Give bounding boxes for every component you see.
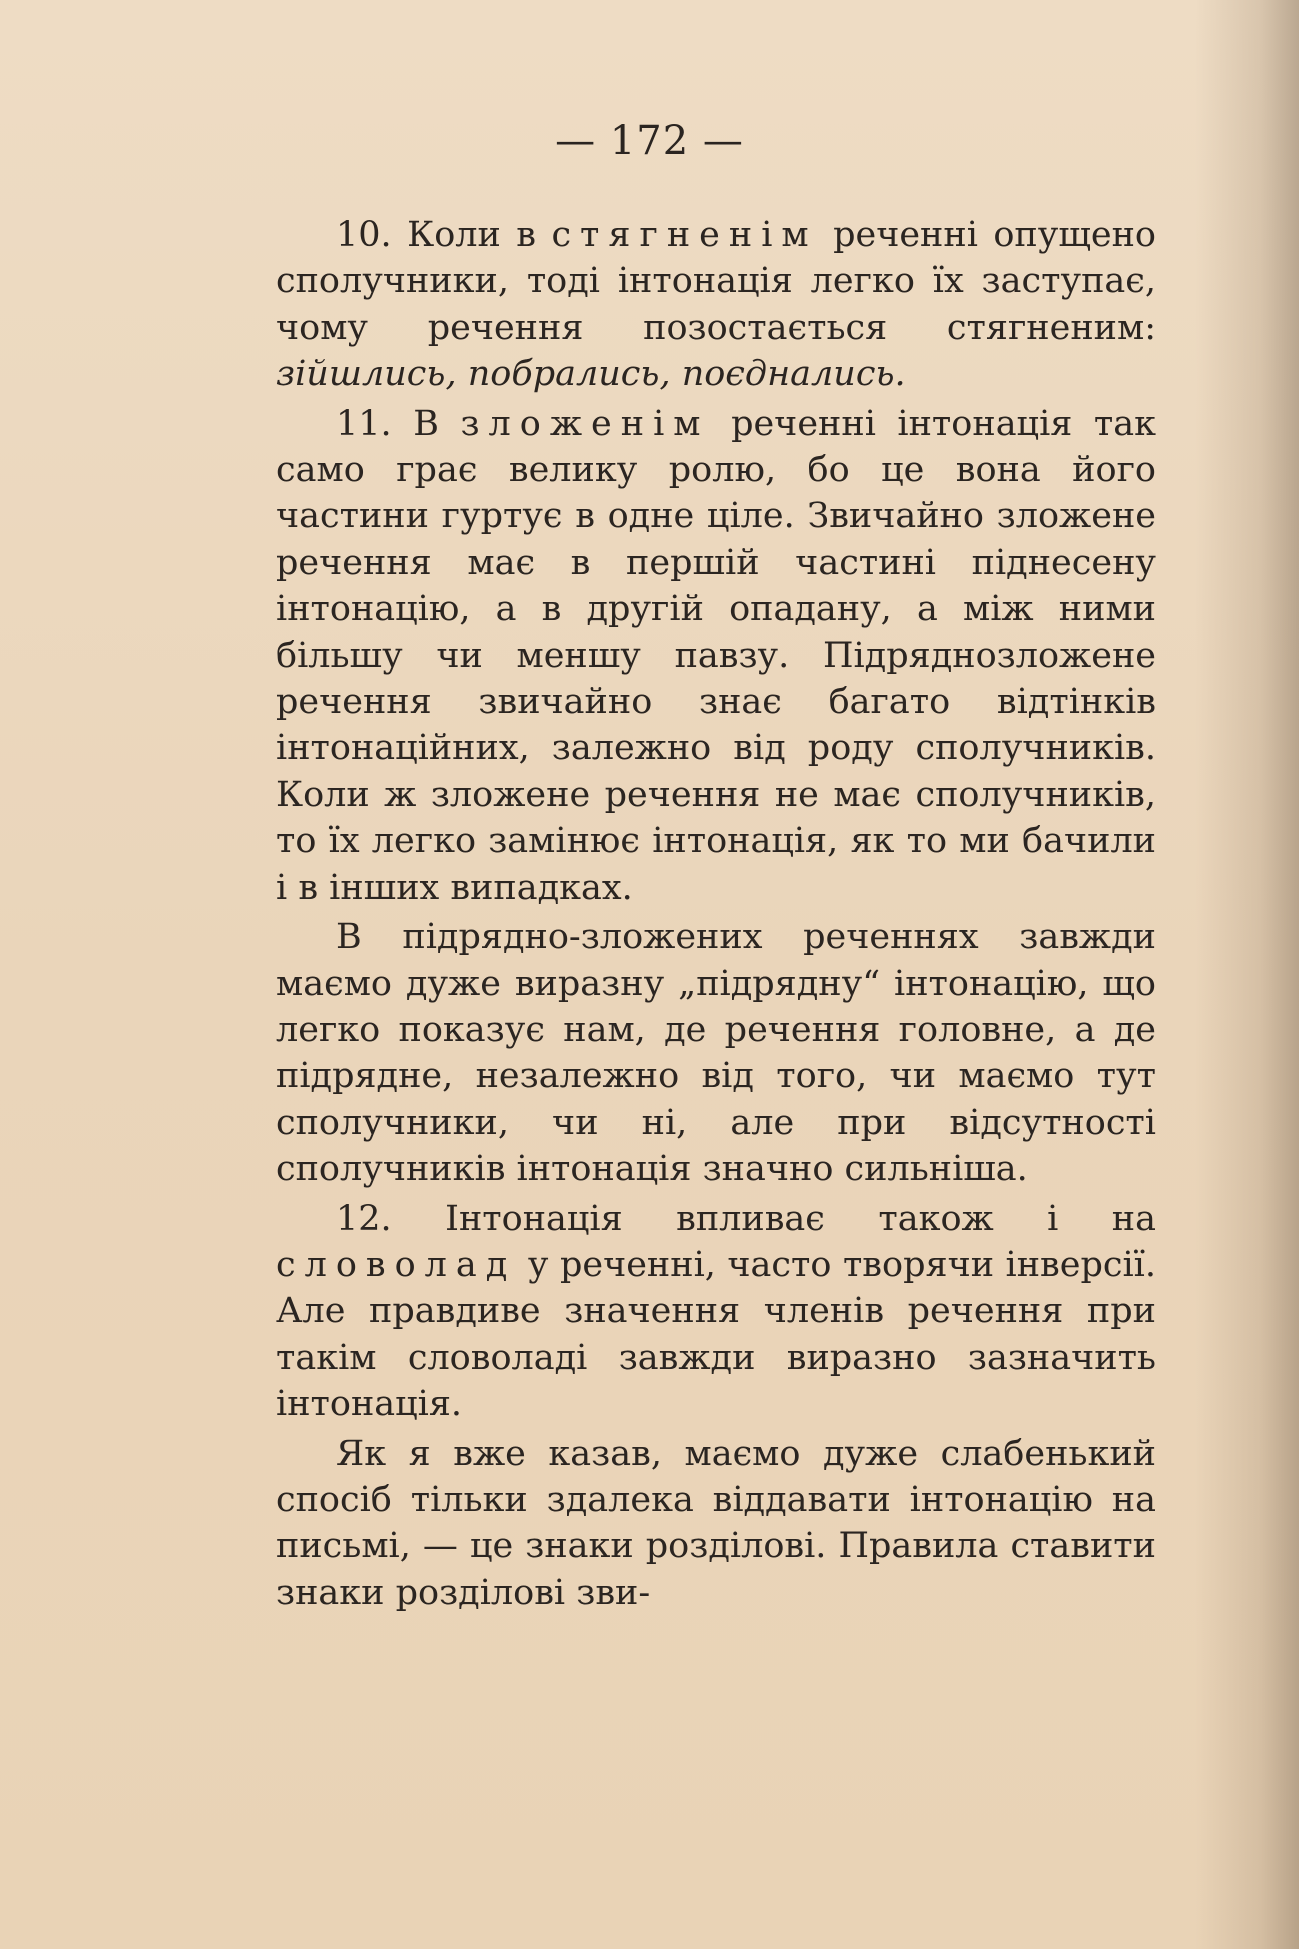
paragraph-lead: В bbox=[413, 403, 439, 444]
spaced-term: словолад bbox=[276, 1244, 517, 1285]
paragraph-12 bbox=[276, 1196, 1156, 1428]
spaced-term: стягненім bbox=[551, 215, 818, 255]
paragraph-body: реченні опущено сполучники, тоді інтонація легко їх заступає, чому речення позостається стягненим: bbox=[276, 215, 1156, 348]
page-number: — 172 — bbox=[555, 118, 744, 164]
paragraph-10 bbox=[276, 212, 1156, 398]
paragraph-subordinate bbox=[276, 914, 1156, 1192]
italic-examples: зійшлись, побрались, поєднались. bbox=[276, 354, 906, 395]
paragraph-lead: Коли в bbox=[407, 215, 536, 255]
paragraph-number: 11. bbox=[336, 403, 392, 444]
paragraph-body: у реченні, часто творячи інверсії. Але правдиве значення членів речення при такім словоладі завжди виразно зазначить інтонація. bbox=[276, 1244, 1156, 1425]
paragraph-body: реченні інтонація так само грає велику ролю, бо це вона його частини гуртує в одне ціле. Звичайно зложене речення має в першій частині піднесену інтонацію, а в другій опадану, а між ними більшу чи меншу павзу. Підряднозложене речення звичайно знає багато відтінків інтонаційних, залежно від роду сполучників. Коли ж зложене речення не має сполучників, то їх легко замінює інтонація, як то ми бачили і в інших випадках. bbox=[276, 403, 1156, 908]
text-block bbox=[276, 212, 1156, 1616]
paragraph-lead: Інтонація впливає також і на bbox=[445, 1198, 1156, 1239]
paragraph-number: 10. bbox=[336, 215, 392, 255]
paragraph-11 bbox=[276, 401, 1156, 911]
spaced-term: зложенім bbox=[460, 403, 710, 444]
paragraph-number: 12. bbox=[336, 1198, 392, 1239]
paragraph-body: В підрядно-зложених реченнях завжди маємо дуже виразну „підрядну“ інтонацію, що легко показує нам, де речення головне, а де підрядне, незалежно від того, чи маємо тут сполучники, чи ні, але при відсутності сполучників інтонація значно сильніша. bbox=[276, 917, 1156, 1190]
paragraph-punctuation bbox=[276, 1431, 1156, 1617]
paragraph-body: Як я вже казав, маємо дуже слабенький спосіб тільки здалека віддавати інтонацію на письмі, — це знаки розділові. Правила ставити знаки розділові зви- bbox=[276, 1433, 1156, 1613]
